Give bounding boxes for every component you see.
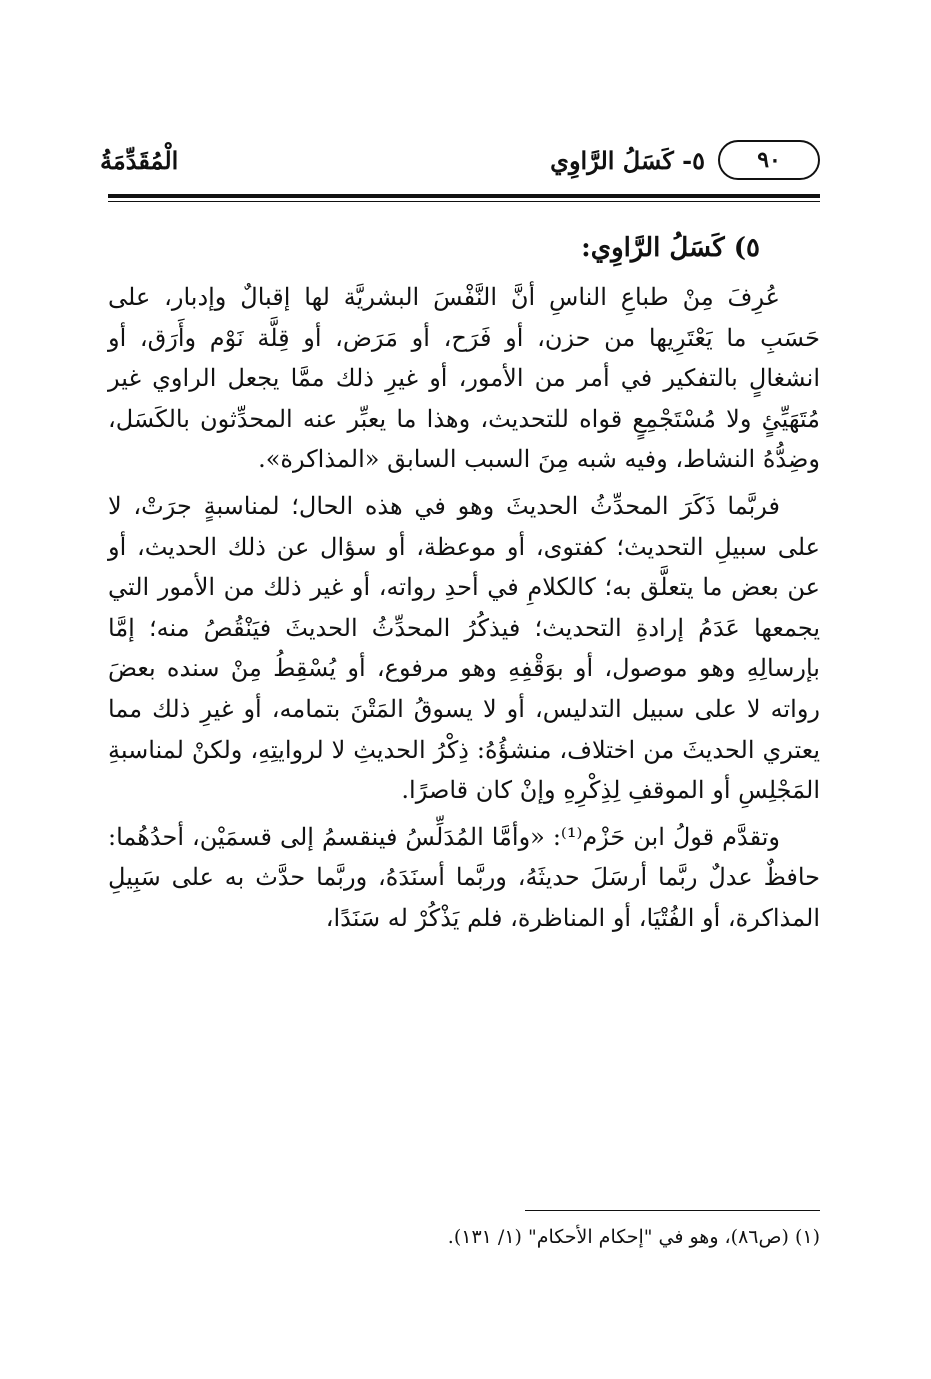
header-section-title: ٥- كَسَلُ الرَّاوِي (550, 146, 705, 175)
footnote-rule (525, 1210, 820, 1211)
section-heading: ٥) كَسَلُ الرَّاوِي: (581, 233, 760, 263)
page-number: ٩٠ (718, 140, 820, 180)
paragraph-1: عُرِفَ مِنْ طباعِ الناسِ أنَّ النَّفْسَ البشريَّة لها إقبالٌ وإدبار، على حَسَبِ ما يَعْتَرِيها من حزن، أو فَرَح، أو مَرَض، أو قِلَّة نَوْم وأَرَق، أو انشغالٍ بالتفكير في أمر من الأمور، أو غيرِ ذلك ممَّا يجعل الراوي غير مُتَهَيِّئٍ ولا مُسْتَجْمِعٍ قواه للتحديث، وهذا ما يعبِّر عنه المحدِّثون بالكَسَل، وضِدُّهُ النشاط، وفيه شبه مِنَ السبب السابق «المذاكرة». (108, 283, 820, 474)
running-header (100, 140, 820, 190)
paragraph-3: وتقدَّم قولُ ابن حَزْم⁽¹⁾: «وأمَّا المُدَلِّسُ فينقسمُ إلى قسمَيْن، أحدُهُما: حافظٌ عدلٌ ربَّما أرسَلَ حديثَهُ، وربَّما أسنَدَهُ، وربَّما حدَّث به على سَبِيلِ المذاكرة، أو الفُتْيَا، أو المناظرة، فلم يَذْكُرْ له سَنَدًا، (108, 822, 820, 932)
header-rule-thin (108, 201, 820, 202)
header-rule-thick (108, 194, 820, 198)
header-book-title: الْمُقَدِّمَةُ (100, 146, 179, 175)
body-text (108, 225, 820, 945)
footnote-1: (١) (ص٨٦)، وهو في "إحكام الأحكام" (١/ ١٣١). (447, 1226, 820, 1248)
paragraph-2: فربَّما ذَكَرَ المحدِّثُ الحديثَ وهو في هذه الحال؛ لمناسبةٍ جرَتْ، لا على سبيلِ التحديث؛ كفتوى، أو موعظة، أو سؤال عن ذلك الحديث، أو عن بعض ما يتعلَّق به؛ كالكلامِ في أحدِ رواته، أو غير ذلك من الأمور التي يجمعها عَدَمُ إرادةِ التحديث؛ فيذكُرُ المحدِّثُ الحديثَ فيَنْقُصُ منه؛ إمَّا بإرسالِهِ وهو موصول، أو بوَقْفِهِ وهو مرفوع، أو يُسْقِطُ مِنْ سنده بعضَ رواته لا على سبيل التدليس، أو لا يسوقُ المَتْنَ بتمامه، أو غيرِ ذلك مما يعتري الحديثَ من اختلاف، منشؤُهُ: ذِكْرُ الحديثِ لا لروايتِهِ، ولكنْ لمناسبةِ المَجْلِسِ أو الموقفِ لِذِكْرِهِ وإنْ كان قاصرًا. (108, 491, 821, 805)
